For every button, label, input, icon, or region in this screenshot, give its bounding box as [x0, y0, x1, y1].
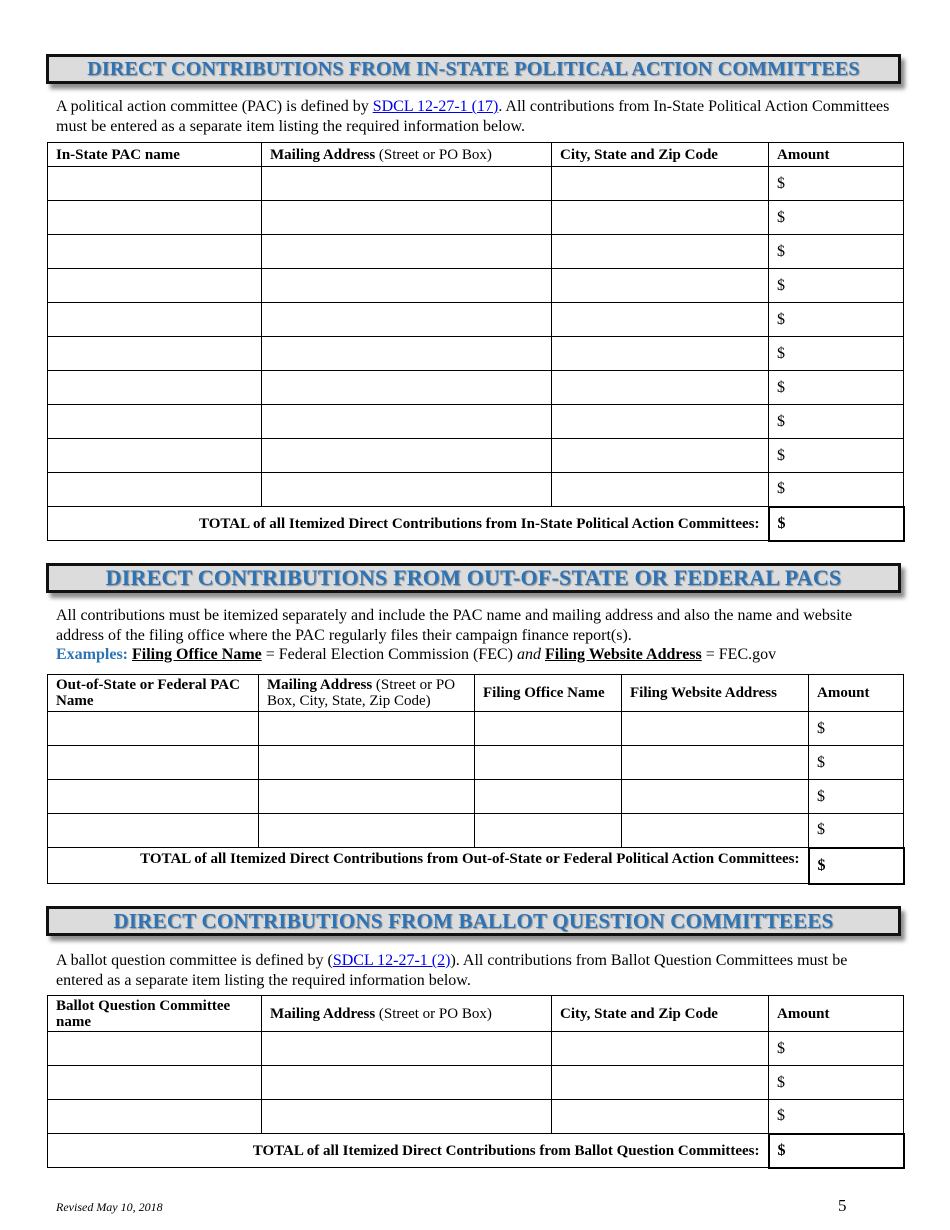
- section1-intro-text-2: . All contributions from In-State Political Action Committees must be entered as a separate item listing the required information below.: [56, 98, 890, 135]
- table-row: [48, 405, 904, 439]
- amount-cell[interactable]: $: [769, 473, 904, 507]
- table-row: [48, 269, 904, 303]
- amount-cell[interactable]: $: [769, 337, 904, 371]
- total-label: TOTAL of all Itemized Direct Contributions from Ballot Question Committees:: [48, 1134, 769, 1168]
- total-row: [48, 848, 904, 884]
- entry-cell[interactable]: [552, 201, 769, 235]
- entry-cell[interactable]: [48, 201, 262, 235]
- ballot-question-committee-table: [47, 995, 905, 1169]
- entry-cell[interactable]: [552, 269, 769, 303]
- section2-intro-text: All contributions must be itemized separately and include the PAC name and mailing address and also the name and website address of the filing office where the PAC regularly files their campaign finance report(s).: [56, 607, 853, 644]
- entry-cell[interactable]: [262, 1100, 552, 1134]
- entry-cell[interactable]: [259, 746, 475, 780]
- entry-cell[interactable]: [48, 1032, 262, 1066]
- in-state-pac-table: [47, 142, 905, 542]
- col-header-name: Ballot Question Committee name: [48, 996, 262, 1032]
- entry-cell[interactable]: [262, 439, 552, 473]
- section3-title: DIRECT CONTRIBUTIONS FROM BALLOT QUESTION COMMITTEEES: [113, 908, 834, 933]
- table-row: [48, 201, 904, 235]
- section3-banner: [46, 906, 901, 936]
- table-row: [48, 371, 904, 405]
- out-of-state-pac-table: [47, 674, 905, 885]
- amount-cell[interactable]: $: [769, 235, 904, 269]
- entry-cell[interactable]: [475, 746, 622, 780]
- revised-date: Revised May 10, 2018: [56, 1200, 163, 1214]
- col-header-filing-office: Filing Office Name: [475, 675, 622, 712]
- amount-cell[interactable]: $: [769, 1066, 904, 1100]
- entry-cell[interactable]: [552, 1032, 769, 1066]
- col-header-filing-website: Filing Website Address: [622, 675, 809, 712]
- page-number: 5: [838, 1196, 847, 1215]
- col-header-city: City, State and Zip Code: [552, 143, 769, 167]
- amount-cell[interactable]: $: [809, 712, 904, 746]
- amount-cell[interactable]: $: [769, 201, 904, 235]
- table-row: [48, 235, 904, 269]
- col-header-city: City, State and Zip Code: [552, 996, 769, 1032]
- entry-cell[interactable]: [262, 473, 552, 507]
- entry-cell[interactable]: [552, 1066, 769, 1100]
- col-header-address: Mailing Address (Street or PO Box, City, State, Zip Code): [259, 675, 475, 712]
- entry-cell[interactable]: [48, 1066, 262, 1100]
- entry-cell[interactable]: [622, 746, 809, 780]
- amount-cell[interactable]: $: [769, 405, 904, 439]
- col-header-amount: Amount: [809, 675, 904, 712]
- entry-cell[interactable]: [262, 235, 552, 269]
- entry-cell[interactable]: [552, 473, 769, 507]
- entry-cell[interactable]: [262, 269, 552, 303]
- amount-cell[interactable]: $: [769, 371, 904, 405]
- table-row: [48, 1100, 904, 1134]
- sdcl-12-27-1-17-link[interactable]: SDCL 12-27-1 (17): [372, 98, 499, 115]
- entry-cell[interactable]: [48, 1100, 262, 1134]
- amount-cell[interactable]: $: [809, 780, 904, 814]
- table-row: [48, 1032, 904, 1066]
- entry-cell[interactable]: [262, 303, 552, 337]
- entry-cell[interactable]: [262, 337, 552, 371]
- total-amount-field[interactable]: $: [769, 507, 904, 541]
- entry-cell[interactable]: [475, 814, 622, 848]
- entry-cell[interactable]: [552, 371, 769, 405]
- amount-cell[interactable]: $: [769, 303, 904, 337]
- entry-cell[interactable]: [475, 712, 622, 746]
- section1-intro: [56, 97, 896, 136]
- table-row: [48, 167, 904, 201]
- entry-cell[interactable]: [48, 337, 262, 371]
- total-row: [48, 1134, 904, 1168]
- entry-cell[interactable]: [48, 167, 262, 201]
- entry-cell[interactable]: [552, 235, 769, 269]
- table-row: [48, 303, 904, 337]
- col-header-name: Out-of-State or Federal PAC Name: [48, 675, 259, 712]
- entry-cell[interactable]: [48, 473, 262, 507]
- section2-intro: All contributions must be itemized separately and include the PAC name and mailing address and also the name and website address of the filing office where the PAC regularly files their campaign finance report(s). Examples: Filing Office Name = Federal Election Commission (FEC) and Filing Website Address = FEC.gov: [56, 607, 853, 663]
- section1-title: DIRECT CONTRIBUTIONS FROM IN-STATE POLITICAL ACTION COMMITTEES: [87, 57, 860, 80]
- entry-cell[interactable]: [475, 780, 622, 814]
- total-label: TOTAL of all Itemized Direct Contributions from In-State Political Action Committees:: [48, 507, 769, 541]
- entry-cell[interactable]: [262, 371, 552, 405]
- entry-cell[interactable]: [262, 405, 552, 439]
- total-row: [48, 507, 904, 541]
- filing-website-label: Filing Website Address: [544, 646, 702, 663]
- table-header-row: [48, 143, 904, 167]
- entry-cell[interactable]: [259, 712, 475, 746]
- section3-intro-text: A ballot question committee is defined by (: [56, 952, 333, 969]
- entry-cell[interactable]: [622, 712, 809, 746]
- total-amount-field[interactable]: $: [809, 848, 904, 884]
- amount-cell[interactable]: $: [769, 439, 904, 473]
- section3-intro: [56, 951, 896, 990]
- table-header-row: [48, 675, 904, 712]
- entry-cell[interactable]: [552, 303, 769, 337]
- section3-intro-text-2: ). All contributions from Ballot Question Committees must be entered as a separate item listing the required information below.: [56, 952, 848, 989]
- entry-cell[interactable]: [262, 1032, 552, 1066]
- col-header-address: Mailing Address (Street or PO Box): [262, 143, 552, 167]
- entry-cell[interactable]: [622, 780, 809, 814]
- section2-banner: [46, 563, 901, 593]
- entry-cell[interactable]: [48, 712, 259, 746]
- entry-cell[interactable]: [262, 167, 552, 201]
- entry-cell[interactable]: [552, 337, 769, 371]
- col-header-address: Mailing Address (Street or PO Box): [262, 996, 552, 1032]
- examples-label: Examples:: [56, 646, 128, 663]
- amount-cell[interactable]: $: [769, 269, 904, 303]
- entry-cell[interactable]: [622, 814, 809, 848]
- entry-cell[interactable]: [552, 439, 769, 473]
- entry-cell[interactable]: [48, 439, 262, 473]
- entry-cell[interactable]: [259, 780, 475, 814]
- entry-cell[interactable]: [48, 269, 262, 303]
- col-header-amount: Amount: [769, 143, 904, 167]
- entry-cell[interactable]: [48, 746, 259, 780]
- table-row: [48, 337, 904, 371]
- entry-cell[interactable]: [48, 371, 262, 405]
- sdcl-12-27-1-2-link[interactable]: SDCL 12-27-1 (2): [332, 952, 451, 969]
- total-amount-field[interactable]: $: [769, 1134, 904, 1168]
- entry-cell[interactable]: [262, 201, 552, 235]
- entry-cell[interactable]: [48, 303, 262, 337]
- section1-banner: [46, 54, 901, 84]
- amount-cell[interactable]: $: [769, 1032, 904, 1066]
- entry-cell[interactable]: [552, 1100, 769, 1134]
- col-header-amount: Amount: [769, 996, 904, 1032]
- entry-cell[interactable]: [48, 405, 262, 439]
- section2-title: DIRECT CONTRIBUTIONS FROM OUT-OF-STATE OR FEDERAL PACS: [105, 565, 842, 590]
- table-row: [48, 1066, 904, 1100]
- amount-cell[interactable]: $: [769, 167, 904, 201]
- section1-intro-text: A political action committee (PAC) is defined by: [56, 98, 373, 115]
- entry-cell[interactable]: [48, 780, 259, 814]
- table-row: [48, 712, 904, 746]
- entry-cell[interactable]: [552, 405, 769, 439]
- entry-cell[interactable]: [552, 167, 769, 201]
- table-row: [48, 439, 904, 473]
- entry-cell[interactable]: [259, 814, 475, 848]
- table-row: [48, 746, 904, 780]
- col-header-name: In-State PAC name: [48, 143, 262, 167]
- table-row: [48, 814, 904, 848]
- entry-cell[interactable]: [48, 814, 259, 848]
- amount-cell[interactable]: $: [769, 1100, 904, 1134]
- total-label: TOTAL of all Itemized Direct Contributions from Out-of-State or Federal Political Action Committees:: [48, 848, 809, 884]
- entry-cell[interactable]: [48, 235, 262, 269]
- table-row: [48, 780, 904, 814]
- entry-cell[interactable]: [262, 1066, 552, 1100]
- amount-cell[interactable]: $: [809, 746, 904, 780]
- amount-cell[interactable]: $: [809, 814, 904, 848]
- table-header-row: [48, 996, 904, 1032]
- filing-office-name-label: Filing Office Name: [132, 646, 262, 663]
- table-row: [48, 473, 904, 507]
